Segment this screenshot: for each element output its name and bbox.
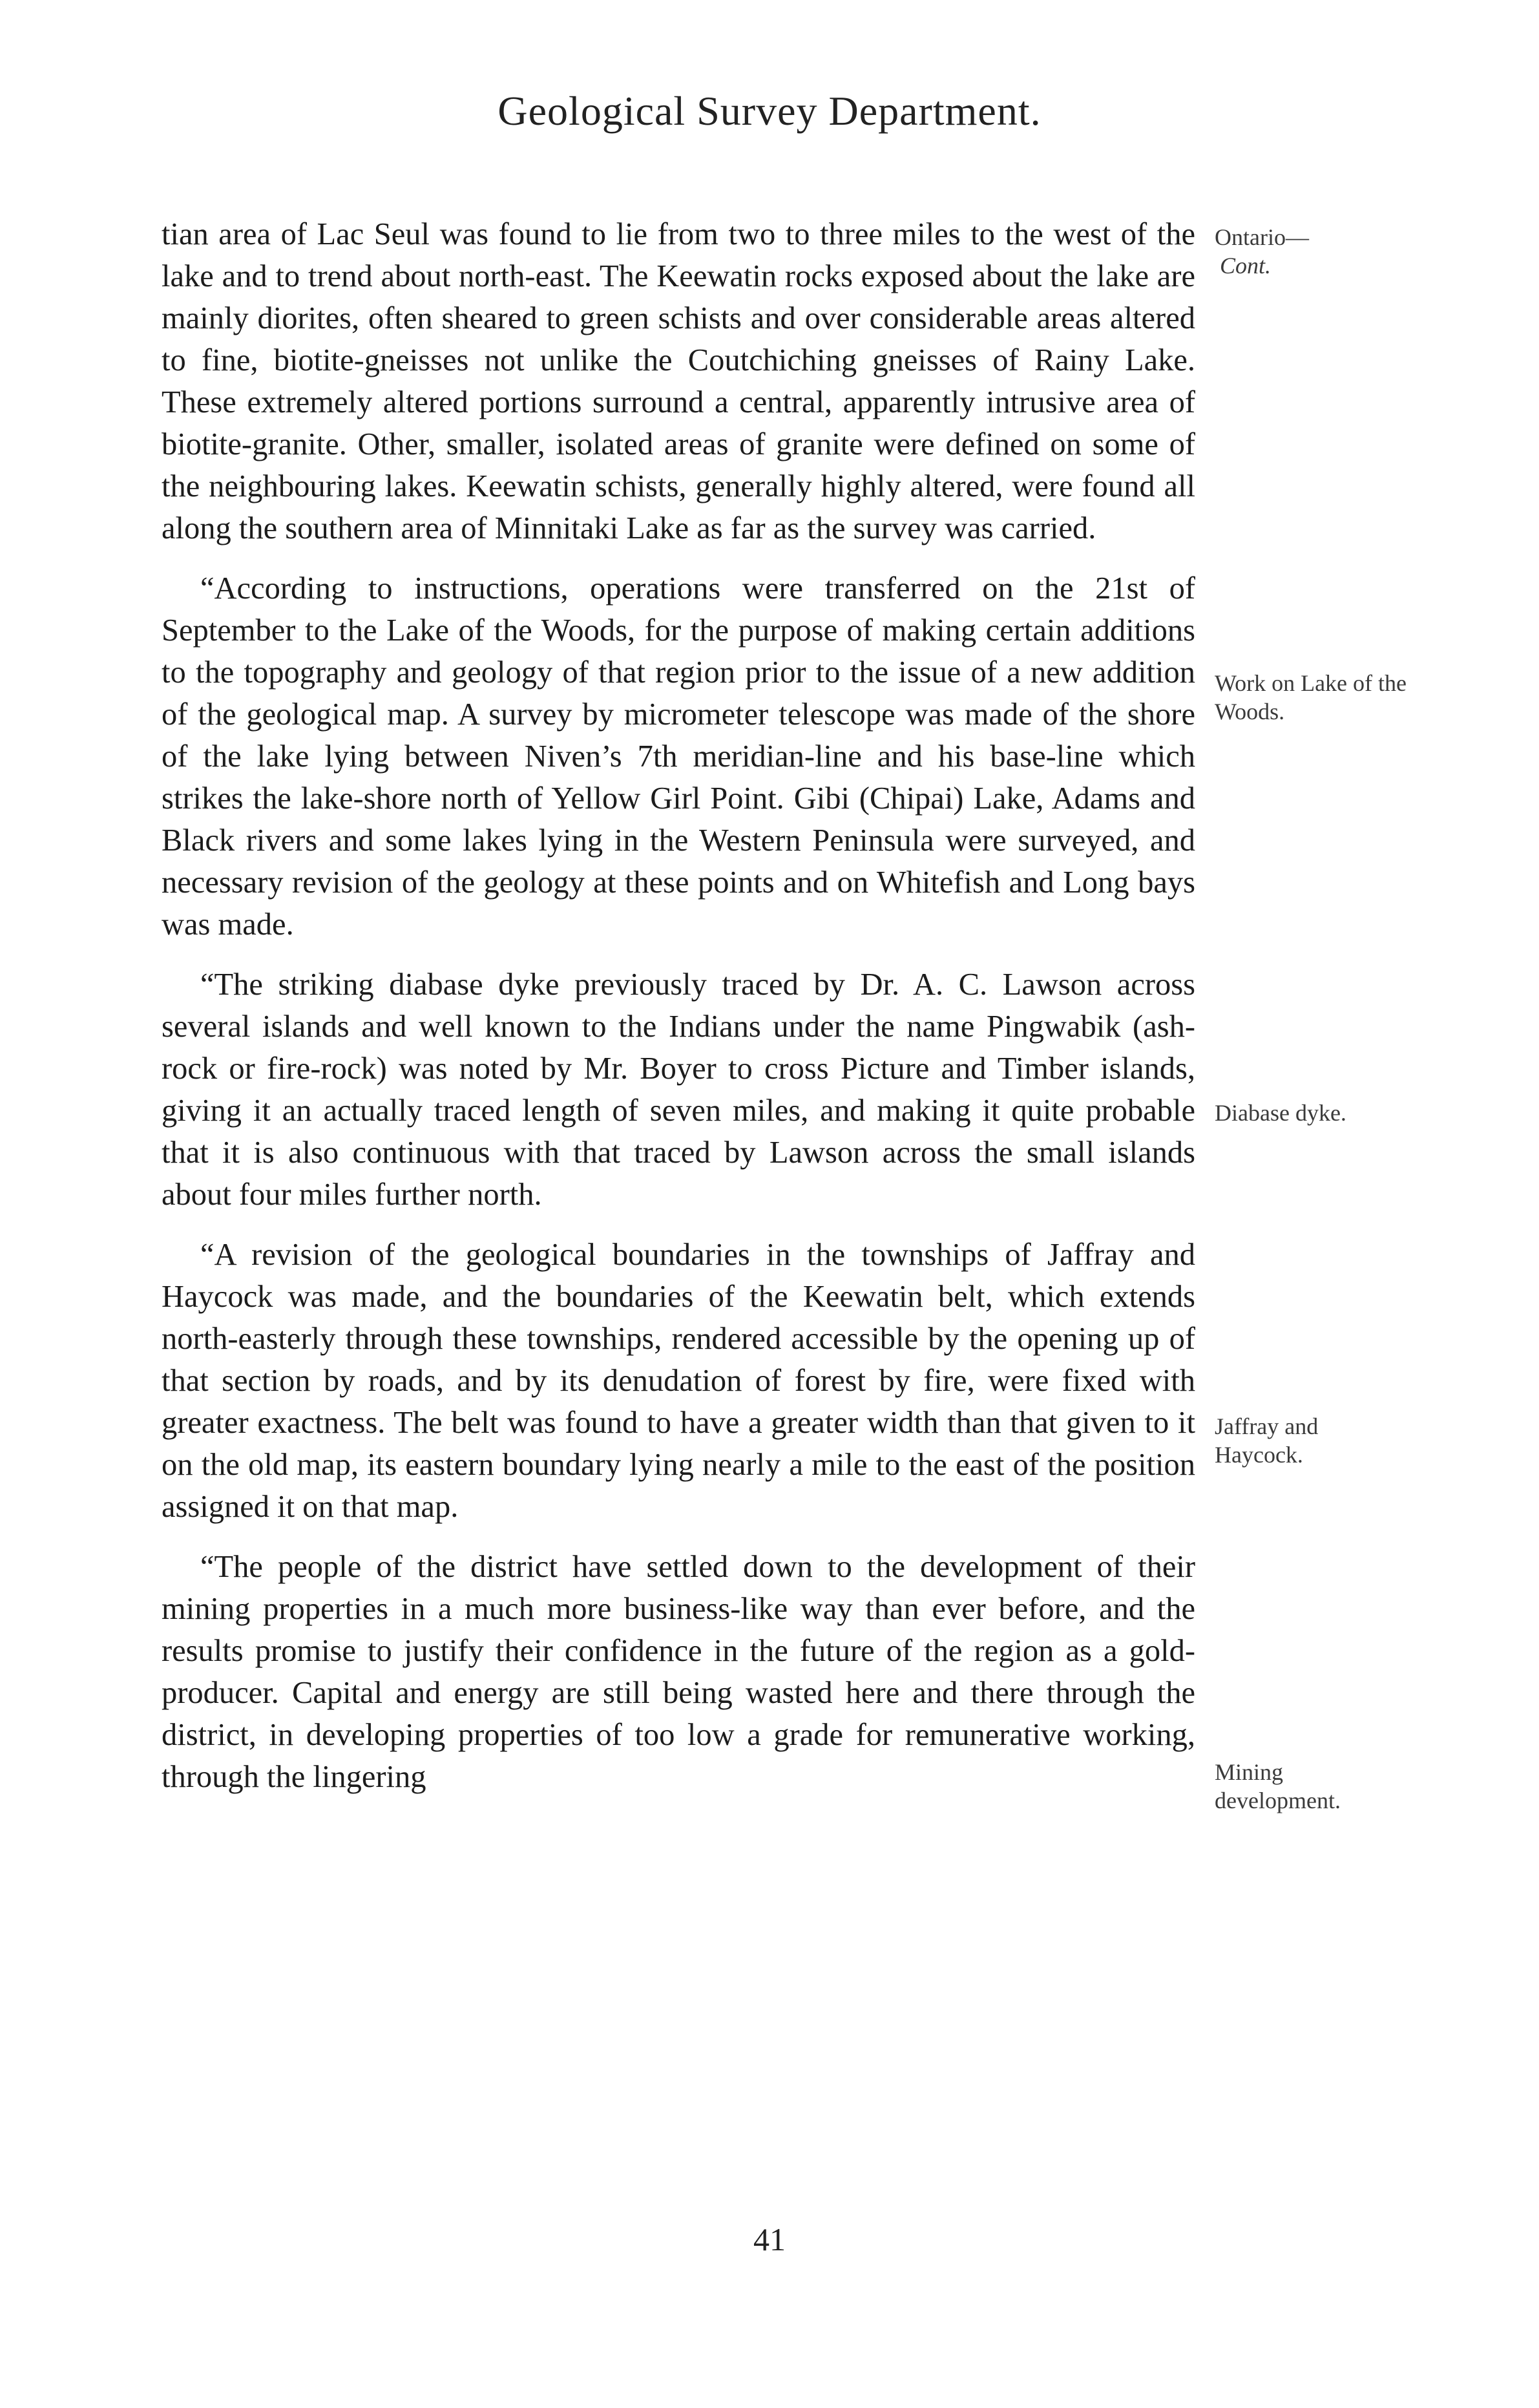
paragraph-jaffray-haycock: “A revision of the geological boundaries in the townships of Jaffray and Haycock was made, and the boundaries of the Keewatin belt, which extends north-easterly through these townships, rendered accessible by the opening up of that section by roads, and by its denudation of forest by fire, were fixed with greater exactness. The belt was found to have a greater width than that given to it on the old map, its eastern boundary lying nearly a mile to the east of the position assigned it on that map.: [162, 1238, 1195, 1524]
sidenote-diabase-dyke: [1215, 1099, 1408, 1127]
sidenote-ontario-cont: Cont.: [1220, 253, 1272, 279]
sidenote-jaffray-haycock-label: Jaffray and Haycock.: [1215, 1413, 1319, 1468]
page-number: 41: [753, 2221, 786, 2257]
sidenote-mining-development: [1215, 1758, 1408, 1815]
sidenote-ontario: [1215, 223, 1408, 280]
sidenote-mining-development-label: Mining development.: [1215, 1759, 1341, 1813]
running-head: Geological Survey Department.: [497, 88, 1042, 134]
body-text: [162, 213, 1195, 1816]
sidenote-lake-of-the-woods-label: Work on Lake of the Woods.: [1215, 670, 1407, 724]
paragraph-lake-of-the-woods: “According to instructions, operations were transferred on the 21st of September to the Lake of the Woods, for the purpose of making certain additions to the topography and geology of that region prior to the issue of a new addition of the geological map. A survey by micrometer telescope was made of the shore of the lake lying between Niven’s 7th meridian-line and his base-line which strikes the lake-shore north of Yellow Girl Point. Gibi (Chipai) Lake, Adams and Black rivers and some lakes lying in the Western Peninsula were surveyed, and necessary revision of the geology at these points and on Whitefish and Long bays was made.: [162, 571, 1195, 942]
sidenote-ontario-main: Ontario—: [1215, 224, 1309, 250]
paragraph-diabase-dyke: “The striking diabase dyke previously traced by Dr. A. C. Lawson across several islands and well known to the Indians under the name Pingwabik (ash-rock or fire-rock) was noted by Mr. Boyer to cross Picture and Timber islands, giving it an actually traced length of seven miles, and making it quite probable that it is also continuous with that traced by Lawson across the small islands about four miles further north.: [162, 967, 1195, 1212]
sidenote-diabase-dyke-label: Diabase dyke.: [1215, 1100, 1346, 1126]
sidenote-lake-of-the-woods: [1215, 669, 1408, 726]
paragraph-mining-development: “The people of the district have settled down to the development of their mining properties in a much more business-like way than ever before, and the results promise to justify their confidence in the future of the region as a gold-producer. Capital and energy are still being wasted here and there through the district, in developing properties of too low a grade for remunerative working, through the lingering: [162, 1550, 1195, 1794]
sidenote-jaffray-haycock: [1215, 1412, 1408, 1469]
paragraph-lac-seul: tian area of Lac Seul was found to lie from two to three miles to the west of the lake and to trend about north-east. The Keewatin rocks exposed about the lake are mainly diorites, often sheared to green schists and over considerable areas altered to fine, biotite-gneisses not unlike the Coutchiching gneisses of Rainy Lake. These extremely altered portions surround a central, apparently intrusive area of biotite-granite. Other, smaller, isolated areas of granite were defined on some of the neighbouring lakes. Keewatin schists, generally highly altered, were found all along the southern area of Minnitaki Lake as far as the survey was carried.: [162, 217, 1195, 545]
